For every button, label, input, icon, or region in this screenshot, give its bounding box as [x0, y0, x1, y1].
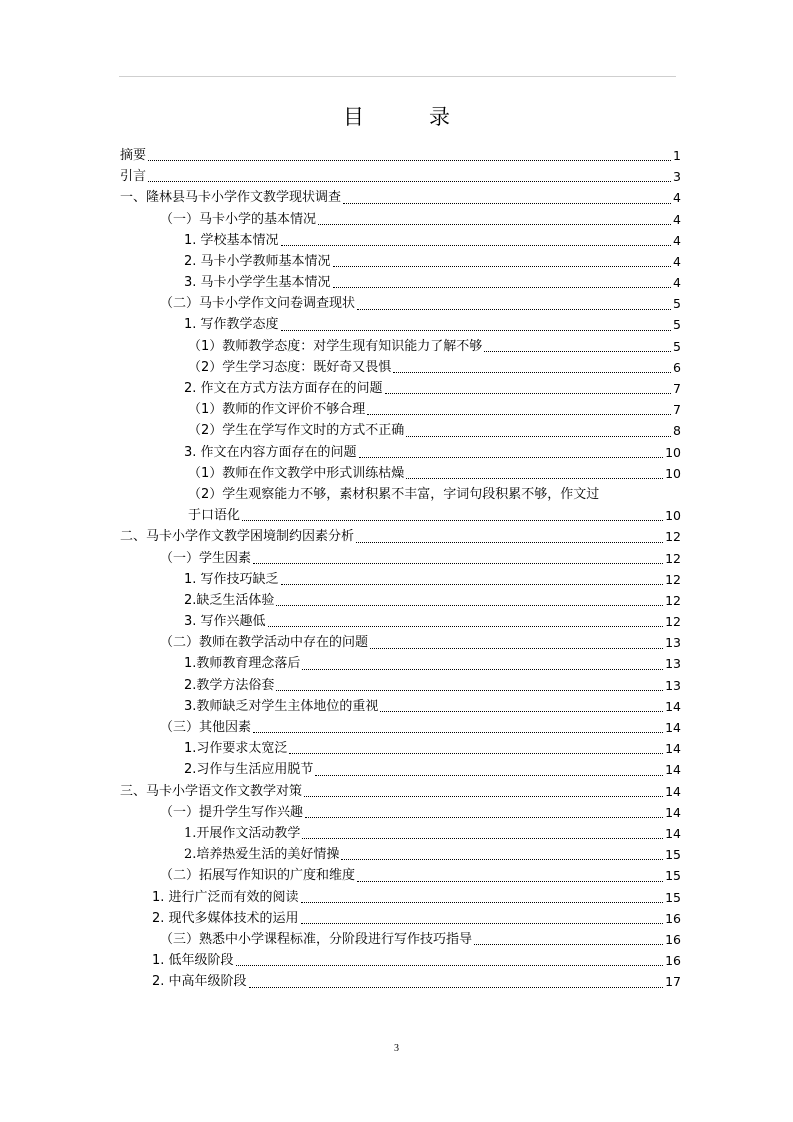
toc-entry-label: （二）教师在教学活动中存在的问题 — [160, 635, 369, 651]
toc-entry-page: 13 — [665, 677, 681, 693]
toc-entry-label: 1.开展作文活动教学 — [184, 825, 301, 841]
toc-entry-label: 1.习作要求太宽泛 — [184, 741, 288, 757]
dot-leader — [242, 519, 663, 521]
dot-leader — [249, 986, 664, 988]
toc-entry[interactable] — [120, 696, 681, 717]
toc-entry[interactable] — [120, 187, 681, 208]
dot-leader — [289, 752, 663, 754]
toc-entry[interactable] — [120, 654, 681, 675]
toc-entry[interactable] — [120, 442, 681, 463]
dot-leader — [302, 837, 663, 839]
toc-entry[interactable] — [120, 272, 681, 293]
toc-entry-label: 三、马卡小学语文作文教学对策 — [120, 783, 303, 799]
toc-entry-label: （二）拓展写作知识的广度和维度 — [160, 868, 356, 884]
toc-entry-page: 5 — [673, 317, 681, 333]
dot-leader — [276, 689, 663, 691]
toc-entry-label: （1）教师教学态度：对学生现有知识能力了解不够 — [188, 338, 483, 354]
dot-leader — [268, 625, 664, 627]
dot-leader — [276, 604, 663, 606]
toc-entry-page: 16 — [665, 910, 681, 926]
dot-leader — [356, 541, 663, 543]
dot-leader — [474, 943, 663, 945]
toc-entry-label: 2. 现代多媒体技术的运用 — [152, 910, 299, 926]
toc-entry-page: 13 — [665, 656, 681, 672]
toc-entry[interactable] — [120, 463, 681, 484]
toc-entry-label: 1. 进行广泛而有效的阅读 — [152, 889, 299, 905]
toc-entry-label: 3. 马卡小学学生基本情况 — [184, 275, 331, 291]
toc-entry-page: 4 — [673, 253, 681, 269]
toc-entry[interactable] — [120, 505, 681, 526]
dot-leader — [281, 583, 664, 585]
toc-entry-label: 一、隆林县马卡小学作文教学现状调查 — [120, 190, 342, 206]
dot-leader — [253, 731, 663, 733]
toc-entry-page: 14 — [665, 741, 681, 757]
toc-entry-label: 二、马卡小学作文教学困境制约因素分析 — [120, 529, 355, 545]
toc-entry-page: 14 — [665, 720, 681, 736]
toc-entry[interactable] — [120, 865, 681, 886]
toc-entry-page: 10 — [665, 444, 681, 460]
toc-entry[interactable] — [120, 357, 681, 378]
toc-entry[interactable] — [120, 950, 681, 971]
toc-entry-label: 1. 学校基本情况 — [184, 232, 279, 248]
dot-leader — [333, 265, 672, 267]
toc-entry-page: 15 — [665, 868, 681, 884]
dot-leader — [302, 668, 663, 670]
toc-entry-page: 15 — [665, 889, 681, 905]
toc-entry[interactable] — [120, 251, 681, 272]
toc-entry-label: （二）马卡小学作文问卷调查现状 — [160, 296, 356, 312]
dot-leader — [385, 392, 672, 394]
dot-leader — [406, 477, 663, 479]
toc-entry-label: （2）学生学习态度：既好奇又畏惧 — [188, 359, 392, 375]
toc-entry-page: 4 — [673, 190, 681, 206]
toc-entry-page: 12 — [665, 550, 681, 566]
toc-entry-page: 14 — [665, 783, 681, 799]
toc-entry-page: 14 — [665, 762, 681, 778]
toc-entry-label: （三）其他因素 — [160, 720, 252, 736]
toc-entry-page: 14 — [665, 698, 681, 714]
toc-entry[interactable] — [120, 145, 681, 166]
toc-entry[interactable] — [120, 971, 681, 992]
toc-entry-page: 8 — [673, 423, 681, 439]
toc-entry-label: 2. 作文在方式方法方面存在的问题 — [184, 381, 383, 397]
header-rule — [119, 76, 676, 77]
toc-entry[interactable] — [120, 823, 681, 844]
toc-entry-page: 7 — [673, 402, 681, 418]
toc-entry-label: （1）教师的作文评价不够合理 — [188, 402, 366, 418]
toc-entry-page: 6 — [673, 359, 681, 375]
toc-entry-label: （一）提升学生写作兴趣 — [160, 804, 304, 820]
toc-entry-page: 12 — [665, 529, 681, 545]
toc-entry-label: 1. 写作教学态度 — [184, 317, 279, 333]
toc-entry[interactable] — [120, 230, 681, 251]
toc-entry-label: 2.教学方法俗套 — [184, 677, 275, 693]
toc-entry[interactable] — [120, 717, 681, 738]
toc-entry[interactable] — [120, 336, 681, 357]
toc-entry-page: 4 — [673, 211, 681, 227]
toc-entry[interactable] — [120, 315, 681, 336]
dot-leader — [305, 816, 663, 818]
toc-entry[interactable] — [120, 781, 681, 802]
toc-entry[interactable] — [120, 929, 681, 950]
toc-entry[interactable] — [120, 738, 681, 759]
dot-leader — [301, 922, 664, 924]
toc-entry-label: 引言 — [120, 169, 147, 185]
toc-entry-page: 10 — [665, 508, 681, 524]
toc-entry-label: （1）教师在作文教学中形式训练枯燥 — [188, 465, 405, 481]
toc-entry[interactable] — [120, 569, 681, 590]
toc-entry-page: 17 — [665, 974, 681, 990]
dot-leader — [315, 774, 663, 776]
dot-leader — [318, 223, 671, 225]
toc-entry-label: （2）学生在学写作文时的方式不正确 — [188, 423, 405, 439]
toc-entry-label: 1. 低年级阶段 — [152, 953, 234, 969]
toc-entry[interactable] — [120, 590, 681, 611]
toc-entry-label: （2）学生观察能力不够，素材积累不丰富，字词句段积累不够，作文过 — [188, 487, 600, 502]
toc-entry-page: 1 — [673, 147, 681, 163]
toc-entry-page: 14 — [665, 804, 681, 820]
toc-entry-page: 16 — [665, 953, 681, 969]
dot-leader — [253, 562, 663, 564]
toc-list — [120, 145, 681, 993]
dot-leader — [406, 435, 671, 437]
toc-entry[interactable] — [120, 484, 681, 505]
toc-entry-label: （一）马卡小学的基本情况 — [160, 211, 317, 227]
toc-entry-page: 5 — [673, 296, 681, 312]
dot-leader — [367, 413, 671, 415]
toc-entry-page: 7 — [673, 381, 681, 397]
toc-entry[interactable] — [120, 526, 681, 547]
toc-entry-label: （一）学生因素 — [160, 550, 252, 566]
toc-entry[interactable] — [120, 611, 681, 632]
toc-entry-page: 12 — [665, 571, 681, 587]
toc-entry-label: 2.习作与生活应用脱节 — [184, 762, 314, 778]
dot-leader — [148, 159, 671, 161]
toc-entry[interactable] — [120, 166, 681, 187]
toc-entry-label: 2. 中高年级阶段 — [152, 974, 247, 990]
dot-leader — [359, 456, 664, 458]
toc-entry[interactable] — [120, 548, 681, 569]
toc-entry-page: 4 — [673, 275, 681, 291]
toc-entry-page: 10 — [665, 465, 681, 481]
toc-entry-label: 3.教师缺乏对学生主体地位的重视 — [184, 698, 379, 714]
toc-entry-page: 13 — [665, 635, 681, 651]
toc-entry[interactable] — [120, 675, 681, 696]
toc-entry-label: 2.培养热爱生活的美好情操 — [184, 847, 340, 863]
toc-entry[interactable] — [120, 802, 681, 823]
page-number: 3 — [394, 1043, 399, 1054]
dot-leader — [333, 286, 672, 288]
dot-leader — [281, 244, 672, 246]
toc-entry-label: 2. 马卡小学教师基本情况 — [184, 253, 331, 269]
toc-entry[interactable] — [120, 378, 681, 399]
toc-entry[interactable] — [120, 887, 681, 908]
page-title: 目 录 — [343, 105, 472, 129]
toc-entry[interactable] — [120, 420, 681, 441]
toc-entry-page: 15 — [665, 847, 681, 863]
dot-leader — [380, 710, 663, 712]
dot-leader — [236, 964, 664, 966]
dot-leader — [484, 350, 671, 352]
toc-entry[interactable] — [120, 908, 681, 929]
toc-entry-page: 12 — [665, 614, 681, 630]
dot-leader — [301, 901, 664, 903]
toc-entry[interactable] — [120, 399, 681, 420]
dot-leader — [281, 329, 672, 331]
toc-entry[interactable] — [120, 293, 681, 314]
dot-leader — [393, 371, 671, 373]
dot-leader — [370, 647, 663, 649]
toc-entry-label: 摘要 — [120, 147, 147, 163]
toc-entry-label: 于口语化 — [188, 508, 241, 524]
dot-leader — [357, 308, 671, 310]
toc-entry-label: 3. 作文在内容方面存在的问题 — [184, 444, 357, 460]
toc-entry-page: 16 — [665, 931, 681, 947]
dot-leader — [304, 795, 663, 797]
toc-entry-label: 1.教师教育理念落后 — [184, 656, 301, 672]
toc-entry[interactable] — [120, 844, 681, 865]
toc-entry[interactable] — [120, 209, 681, 230]
dot-leader — [341, 858, 663, 860]
toc-entry-label: 2.缺乏生活体验 — [184, 592, 275, 608]
toc-entry-page: 3 — [673, 169, 681, 185]
toc-entry-label: 3. 写作兴趣低 — [184, 614, 266, 630]
toc-entry[interactable] — [120, 632, 681, 653]
toc-entry-label: 1. 写作技巧缺乏 — [184, 571, 279, 587]
dot-leader — [357, 880, 663, 882]
dot-leader — [343, 202, 671, 204]
toc-entry[interactable] — [120, 759, 681, 780]
toc-entry-page: 12 — [665, 592, 681, 608]
toc-entry-page: 14 — [665, 825, 681, 841]
dot-leader — [148, 180, 671, 182]
toc-entry-page: 4 — [673, 232, 681, 248]
toc-entry-page: 5 — [673, 338, 681, 354]
toc-entry-label: （三）熟悉中小学课程标准，分阶段进行写作技巧指导 — [160, 931, 473, 947]
